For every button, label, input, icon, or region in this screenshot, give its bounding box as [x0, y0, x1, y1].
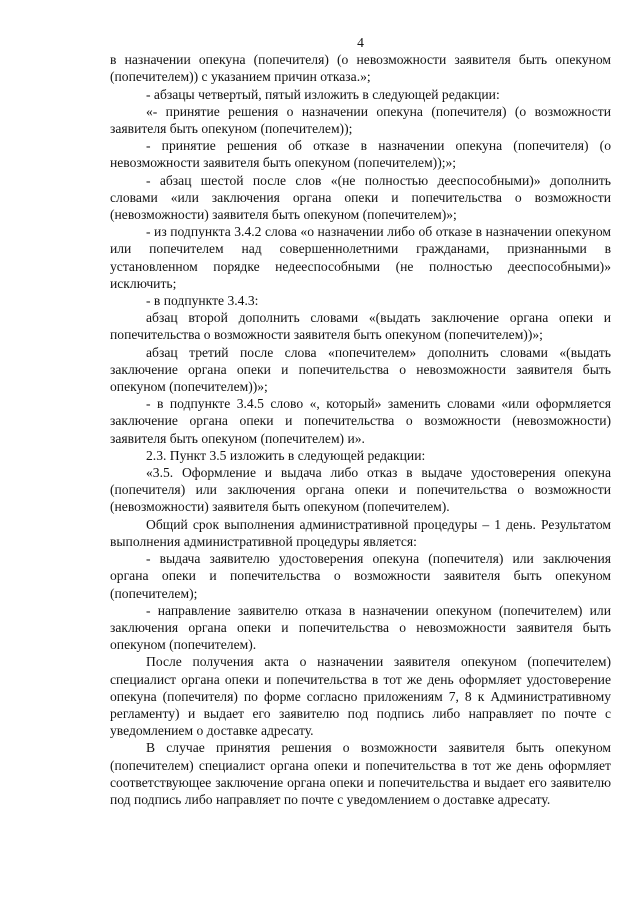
paragraph: - абзацы четвертый, пятый изложить в следующей редакции: [146, 86, 500, 102]
paragraph: «- принятие решения о назначении опекуна (попечителя) (о возможности заявителя быть опекуном (попечителем)); [110, 103, 611, 137]
paragraph: 2.3. Пункт 3.5 изложить в следующей редакции: [146, 447, 426, 463]
document-body [110, 51, 611, 808]
paragraph: - принятие решения об отказе в назначении опекуна (попечителя) (о невозможности заявителя быть опекуном (попечителем));»; [110, 138, 611, 171]
paragraph: - абзац шестой после слов «(не полностью дееспособными)» дополнить словами «или заключения органа опеки и попечительства о возможности (невозможности) заявителя быть опекуном (попечителем)»; [110, 172, 611, 223]
page-number: 4 [357, 35, 364, 50]
paragraph: абзац второй дополнить словами «(выдать заключение органа опеки и попечительства о возможности заявителя быть опекуном (попечителем))»; [110, 310, 611, 343]
paragraph: - в подпункте 3.4.5 слово «, который» заменить словами «или оформляется заключение органа опеки и попечительства о возможности (невозможности) заявителя быть опекуном (попечителем) и». [110, 396, 611, 446]
document-page [110, 34, 611, 808]
paragraph: После получения акта о назначении заявителя опекуном (попечителем) специалист органа опеки и попечительства в тот же день оформляет удостоверение опекуна (попечителя) по форме согласно приложениям 7, 8 к Административному регламенту) и выдает его заявителю под подпись либо направляет по почте с уведомлением о доставке адресату. [110, 654, 611, 739]
paragraph: - выдача заявителю удостоверения опекуна (попечителя) или заключения органа опеки и попечительства о возможности заявителя быть опекуном (попечителем); [110, 551, 611, 601]
paragraph: абзац третий после слова «попечителем» дополнить словами «(выдать заключение органа опеки и попечительства о невозможности заявителя быть опекуном (попечителем))»; [110, 344, 611, 395]
paragraph: - направление заявителю отказа в назначении опекуном (попечителем) или заключения органа опеки и попечительства о невозможности заявителя быть опекуном (попечителем). [110, 602, 611, 653]
paragraph: Общий срок выполнения административной процедуры – 1 день. Результатом выполнения административной процедуры является: [110, 516, 611, 549]
paragraph: - в подпункте 3.4.3: [146, 293, 259, 309]
paragraph: в назначении опекуна (попечителя) (о невозможности заявителя быть опекуном (попечителем)) с указанием причин отказа.»; [110, 52, 611, 85]
paragraph: В случае принятия решения о возможности заявителя быть опекуном (попечителем) специалист органа опеки и попечительства в тот же день оформляет соответствующее заключение органа опеки и попечительства и выдает его заявителю под подпись либо направляет по почте с уведомлением о доставке адресату. [110, 740, 611, 807]
paragraph: - из подпункта 3.4.2 слова «о назначении либо об отказе в назначении опекуном или попечителем над совершеннолетними гражданами, признанными в установленном порядке недееспособными (не полностью дееспособными)» исключить; [110, 224, 611, 291]
paragraph: «3.5. Оформление и выдача либо отказ в выдаче удостоверения опекуна (попечителя) или заключения органа опеки и попечительства о возможности (невозможности) заявителя быть опекуном (попечителем). [110, 465, 611, 515]
